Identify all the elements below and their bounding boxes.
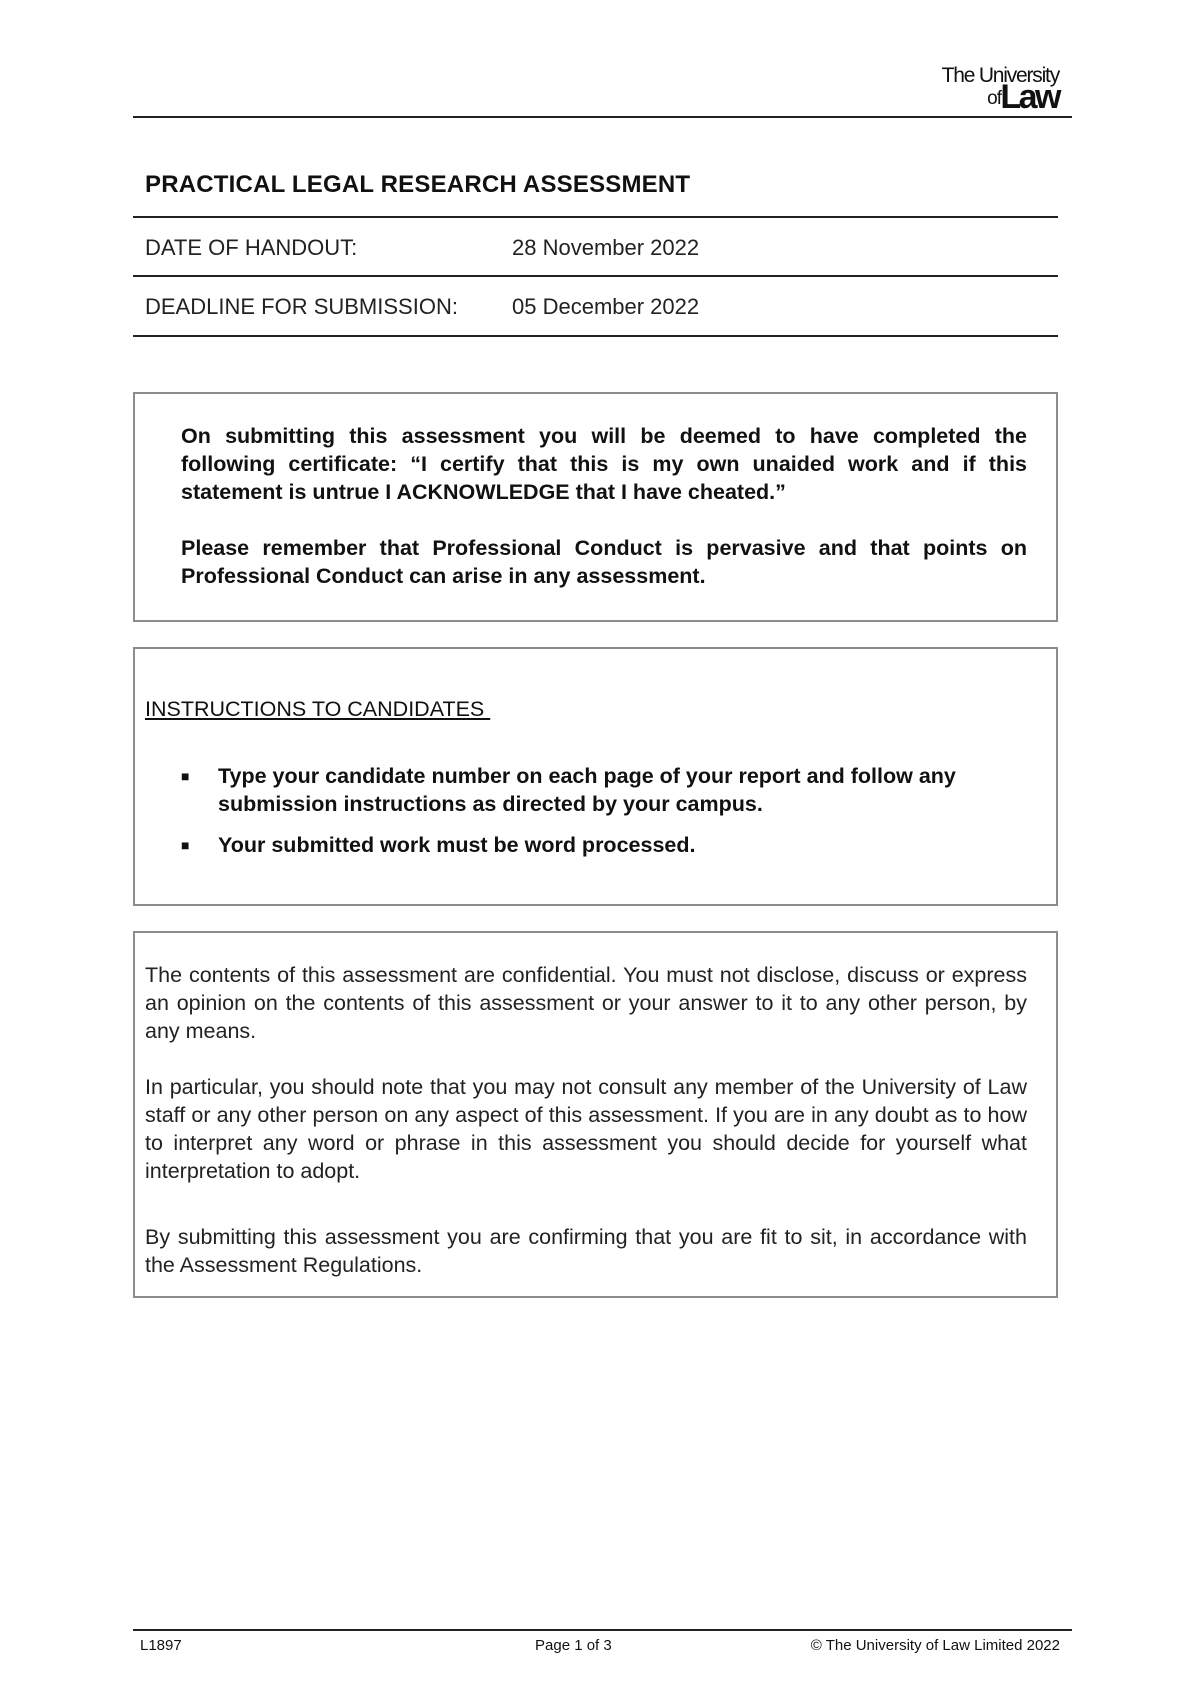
logo-law: Law <box>1000 78 1059 116</box>
document-title: PRACTICAL LEGAL RESEARCH ASSESSMENT <box>145 171 691 198</box>
confidentiality-paragraph-2: In particular, you should note that you may not consult any member of the University of Law staff or any other person on any aspect of this assessment. If you are in any doubt as to how to interpret any word or phrase in this assessment you should decide for yourself what interpretation to adopt. <box>145 1075 1027 1183</box>
handout-rule <box>133 275 1058 277</box>
footer-rule <box>133 1629 1072 1631</box>
certificate-statement: On submitting this assessment you will be deemed to have completed the following certificate: “I certify that this is my own unaided work and if this statement is untrue I ACKNOWLEDGE that I have cheated.” <box>181 424 1027 504</box>
title-rule <box>133 216 1058 218</box>
deadline-rule <box>133 335 1058 337</box>
university-logo <box>849 64 1059 116</box>
bullet-icon: ■ <box>181 768 190 784</box>
instruction-item: Your submitted work must be word processed. <box>218 833 696 857</box>
handout-date: 28 November 2022 <box>512 235 700 260</box>
confidentiality-paragraph-1: The contents of this assessment are confidential. You must not disclose, discuss or express an opinion on the contents of this assessment or your answer to it to any other person, by any means. <box>145 963 1027 1043</box>
footer-code: L1897 <box>140 1637 182 1654</box>
instructions-heading: INSTRUCTIONS TO CANDIDATES <box>145 697 491 721</box>
logo-line-1: The University <box>941 64 1059 87</box>
bullet-icon: ■ <box>181 837 190 853</box>
professional-conduct-note: Please remember that Professional Conduct is pervasive and that points on Professional Conduct can arise in any assessment. <box>181 536 1027 588</box>
handout-label: DATE OF HANDOUT: <box>145 235 358 260</box>
footer-copyright: © The University of Law Limited 2022 <box>810 1637 1060 1654</box>
logo-of: of <box>987 88 1001 109</box>
header-rule <box>133 116 1072 118</box>
confidentiality-paragraph-3: By submitting this assessment you are confirming that you are fit to sit, in accordance with the Assessment Regulations. <box>145 1225 1027 1277</box>
instruction-item: Type your candidate number on each page of your report and follow any submission instructions as directed by your campus. <box>218 764 956 816</box>
deadline-date: 05 December 2022 <box>512 294 700 319</box>
deadline-label: DEADLINE FOR SUBMISSION: <box>145 294 458 319</box>
footer-page-number: Page 1 of 3 <box>535 1637 612 1654</box>
